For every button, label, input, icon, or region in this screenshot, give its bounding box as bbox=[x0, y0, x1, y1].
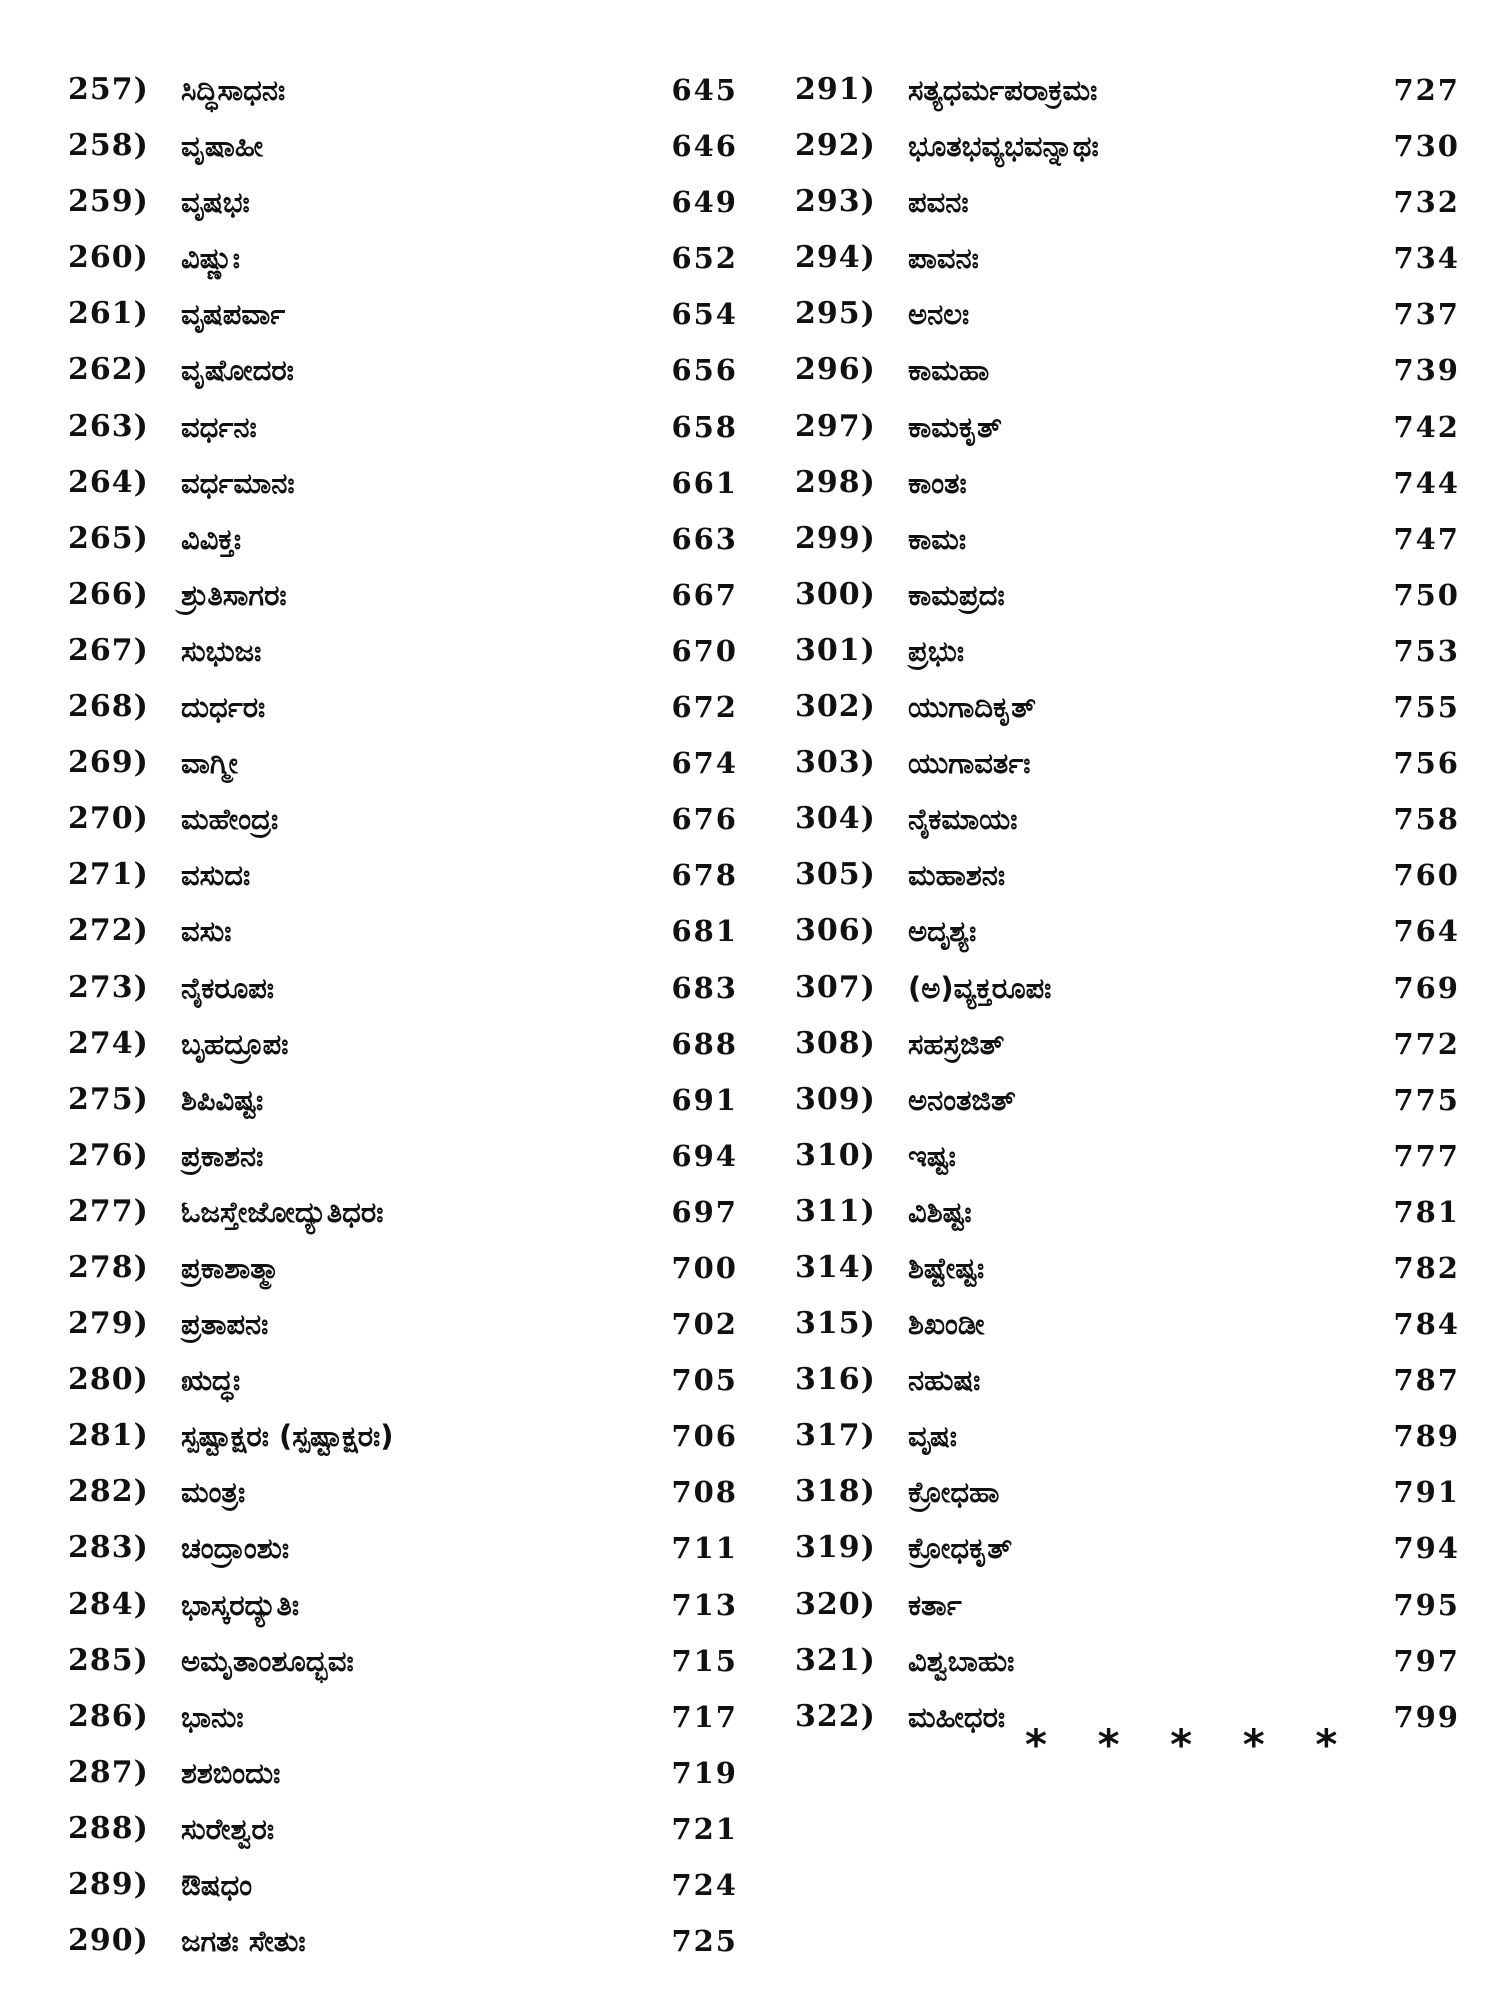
list-item bbox=[795, 791, 1460, 847]
entry-name: ಕಾಮಃ bbox=[908, 521, 967, 556]
list-item bbox=[795, 511, 1460, 567]
entry-name: ವಿಶಿಷ್ಟಃ bbox=[908, 1194, 972, 1229]
entry-page-number: 739 bbox=[1393, 353, 1460, 388]
list-item bbox=[795, 903, 1460, 959]
list-item bbox=[68, 1801, 738, 1857]
entry-page-number: 724 bbox=[671, 1868, 738, 1902]
entry-page-number: 678 bbox=[671, 858, 738, 893]
list-item bbox=[795, 847, 1460, 903]
entry-name: ಪಾವನಃ bbox=[908, 241, 979, 276]
list-item bbox=[68, 230, 738, 286]
entry-page-number: 795 bbox=[1393, 1587, 1460, 1622]
entry-name: ವೃಷಾಹೀ bbox=[181, 129, 264, 164]
entry-number: 295) bbox=[795, 296, 876, 332]
entry-page-number: 683 bbox=[671, 970, 738, 1005]
entry-number: 302) bbox=[795, 689, 876, 725]
entry-number: 271) bbox=[68, 857, 149, 893]
entry-name: ಬೃಹದ್ರೂಪಃ bbox=[181, 1026, 289, 1061]
entry-page-number: 787 bbox=[1393, 1363, 1460, 1398]
list-item bbox=[68, 1520, 738, 1576]
list-item bbox=[795, 960, 1460, 1016]
entry-page-number: 732 bbox=[1393, 185, 1460, 220]
entry-name: ಸತ್ಯಧರ್ಮಪರಾಕ್ರಮಃ bbox=[908, 73, 1098, 107]
entry-number: 279) bbox=[68, 1306, 149, 1342]
entry-number: 292) bbox=[795, 128, 876, 164]
entry-name: ಭಾಸ್ಕರದ್ಯುತಿಃ bbox=[181, 1587, 300, 1622]
entry-page-number: 670 bbox=[671, 633, 738, 668]
entry-page-number: 708 bbox=[671, 1475, 738, 1510]
list-item bbox=[795, 286, 1460, 342]
entry-name: ಕ್ರೋಧಹಾ bbox=[908, 1475, 1000, 1510]
list-item bbox=[795, 1352, 1460, 1408]
entry-number: 264) bbox=[68, 464, 149, 500]
entry-name: ಸುಭುಜಃ bbox=[181, 633, 262, 668]
list-item bbox=[795, 342, 1460, 398]
list-item bbox=[795, 1296, 1460, 1352]
entry-page-number: 667 bbox=[671, 577, 738, 612]
entry-name: ವೃಷಃ bbox=[908, 1419, 957, 1454]
entry-number: 308) bbox=[795, 1025, 876, 1061]
entry-name: ಕಾಮಹಾ bbox=[908, 353, 990, 388]
entry-page-number: 715 bbox=[671, 1643, 738, 1678]
list-item bbox=[68, 903, 738, 959]
list-item bbox=[795, 1408, 1460, 1464]
entry-page-number: 705 bbox=[671, 1363, 738, 1398]
entry-name: ಓಜಸ್ತೇಜೋದ್ಯುತಿಧರಃ bbox=[181, 1194, 384, 1229]
entry-name: ಔಷಧಂ bbox=[181, 1868, 253, 1902]
entry-page-number: 700 bbox=[671, 1250, 738, 1285]
entry-page-number: 691 bbox=[671, 1082, 738, 1117]
entry-name: ನೈಕಮಾಯಃ bbox=[908, 802, 1018, 837]
entry-number: 257) bbox=[68, 72, 149, 107]
entry-number: 289) bbox=[68, 1867, 149, 1902]
entry-name: ಕಾಂತಃ bbox=[908, 465, 967, 500]
entry-page-number: 781 bbox=[1393, 1194, 1460, 1229]
entry-page-number: 713 bbox=[671, 1587, 738, 1622]
entry-page-number: 656 bbox=[671, 353, 738, 388]
entry-name: ದುರ್ಧರಃ bbox=[181, 690, 266, 725]
entry-name: ವೃಷೋದರಃ bbox=[181, 353, 294, 388]
list-item bbox=[68, 1577, 738, 1633]
entry-page-number: 730 bbox=[1393, 129, 1460, 164]
entry-page-number: 775 bbox=[1393, 1082, 1460, 1117]
entry-number: 262) bbox=[68, 352, 149, 388]
list-item bbox=[68, 1128, 738, 1184]
entry-page-number: 697 bbox=[671, 1194, 738, 1229]
entry-name: ಪ್ರಕಾಶಾತ್ಮಾ bbox=[181, 1250, 280, 1285]
entry-name: ಕಾಮಕೃತ್ bbox=[908, 409, 1002, 444]
entry-page-number: 654 bbox=[671, 297, 738, 332]
entry-page-number: 777 bbox=[1393, 1138, 1460, 1173]
entry-number: 287) bbox=[68, 1754, 149, 1790]
list-item bbox=[68, 791, 738, 847]
entry-page-number: 797 bbox=[1393, 1643, 1460, 1678]
entry-page-number: 652 bbox=[671, 241, 738, 276]
entry-name: ಮಹೇಂದ್ರಃ bbox=[181, 802, 279, 837]
entry-number: 321) bbox=[795, 1642, 876, 1678]
entry-page-number: 681 bbox=[671, 914, 738, 949]
list-item bbox=[795, 1184, 1460, 1240]
entry-name: (ಅ)ವ್ಯಕ್ತರೂಪಃ bbox=[908, 970, 1052, 1005]
entry-number: 276) bbox=[68, 1137, 149, 1173]
entry-number: 293) bbox=[795, 184, 876, 220]
entry-number: 300) bbox=[795, 576, 876, 612]
entry-name: ವೃಷಭಃ bbox=[181, 185, 250, 220]
entry-page-number: 784 bbox=[1393, 1307, 1460, 1342]
entry-name: ನಹುಷಃ bbox=[908, 1363, 981, 1398]
entry-number: 263) bbox=[68, 408, 149, 444]
list-item bbox=[795, 174, 1460, 230]
entry-page-number: 676 bbox=[671, 802, 738, 837]
entry-number: 298) bbox=[795, 464, 876, 500]
entry-name: ಇಷ್ಟಃ bbox=[908, 1138, 956, 1173]
list-item bbox=[68, 455, 738, 511]
entry-number: 318) bbox=[795, 1474, 876, 1510]
list-item bbox=[795, 1577, 1460, 1633]
list-item bbox=[795, 679, 1460, 735]
entry-number: 306) bbox=[795, 913, 876, 949]
entry-page-number: 791 bbox=[1393, 1475, 1460, 1510]
entry-page-number: 734 bbox=[1393, 241, 1460, 276]
list-item bbox=[795, 567, 1460, 623]
list-item bbox=[68, 286, 738, 342]
entry-page-number: 674 bbox=[671, 746, 738, 781]
entry-number: 269) bbox=[68, 745, 149, 781]
entry-number: 272) bbox=[68, 913, 149, 949]
entry-page-number: 760 bbox=[1393, 858, 1460, 893]
entry-name: ವಿಷ್ಣುಃ bbox=[181, 241, 240, 276]
entry-name: ಜಗತಃ ಸೇತುಃ bbox=[181, 1924, 306, 1959]
entry-name: ಭಾನುಃ bbox=[181, 1699, 244, 1734]
list-item bbox=[68, 960, 738, 1016]
entry-number: 259) bbox=[68, 184, 149, 220]
entry-page-number: 742 bbox=[1393, 409, 1460, 444]
entry-page-number: 727 bbox=[1393, 73, 1460, 107]
entry-name: ಶಶಬಿಂದುಃ bbox=[181, 1755, 281, 1790]
entry-name: ಸಹಸ್ರಜಿತ್ bbox=[908, 1026, 1005, 1061]
list-item bbox=[68, 1857, 738, 1913]
list-item bbox=[68, 1016, 738, 1072]
entry-page-number: 737 bbox=[1393, 297, 1460, 332]
entry-page-number: 721 bbox=[671, 1811, 738, 1846]
list-item bbox=[795, 1016, 1460, 1072]
list-item bbox=[68, 342, 738, 398]
entry-name: ಕರ್ತಾ bbox=[908, 1587, 962, 1622]
entry-number: 297) bbox=[795, 408, 876, 444]
entry-name: ಚಂದ್ರಾಂಶುಃ bbox=[181, 1531, 290, 1566]
entry-name: ಶ್ರುತಿಸಾಗರಃ bbox=[181, 577, 287, 612]
entry-number: 319) bbox=[795, 1530, 876, 1566]
entry-page-number: 769 bbox=[1393, 970, 1460, 1005]
entry-name: ಸುರೇಶ್ವರಃ bbox=[181, 1811, 275, 1846]
entry-number: 266) bbox=[68, 576, 149, 612]
entry-number: 310) bbox=[795, 1137, 876, 1173]
list-item bbox=[68, 567, 738, 623]
entry-page-number: 658 bbox=[671, 409, 738, 444]
entry-number: 282) bbox=[68, 1474, 149, 1510]
entry-name: ಪ್ರತಾಪನಃ bbox=[181, 1307, 269, 1342]
entry-number: 320) bbox=[795, 1586, 876, 1622]
list-item bbox=[68, 399, 738, 455]
entry-number: 299) bbox=[795, 520, 876, 556]
entry-page-number: 649 bbox=[671, 185, 738, 220]
list-item bbox=[68, 1464, 738, 1520]
entry-name: ಕ್ರೋಧಕೃತ್ bbox=[908, 1531, 1013, 1566]
list-item bbox=[795, 1072, 1460, 1128]
entry-name: ಅನಲಃ bbox=[908, 297, 970, 332]
entry-page-number: 799 bbox=[1393, 1699, 1460, 1734]
entry-page-number: 661 bbox=[671, 465, 738, 500]
entry-name: ಶಿಖಂಡೀ bbox=[908, 1307, 985, 1342]
entry-page-number: 725 bbox=[671, 1924, 738, 1959]
entry-name: ಸಿದ್ಧಿಸಾಧನಃ bbox=[181, 73, 286, 107]
entry-number: 281) bbox=[68, 1418, 149, 1454]
entry-name: ವಸುಃ bbox=[181, 914, 232, 949]
entry-page-number: 764 bbox=[1393, 914, 1460, 949]
list-item bbox=[68, 1633, 738, 1689]
entry-page-number: 772 bbox=[1393, 1026, 1460, 1061]
list-item bbox=[68, 1240, 738, 1296]
entry-number: 267) bbox=[68, 632, 149, 668]
entry-number: 305) bbox=[795, 857, 876, 893]
entry-page-number: 646 bbox=[671, 129, 738, 164]
list-item bbox=[68, 1689, 738, 1745]
list-item bbox=[795, 62, 1460, 118]
list-item bbox=[795, 399, 1460, 455]
entry-name: ವಾಗ್ಮೀ bbox=[181, 746, 239, 781]
left-column bbox=[68, 62, 738, 1969]
entry-number: 260) bbox=[68, 240, 149, 276]
list-item bbox=[795, 1464, 1460, 1520]
entry-page-number: 711 bbox=[671, 1531, 738, 1566]
list-item bbox=[68, 1352, 738, 1408]
list-item bbox=[68, 1745, 738, 1801]
entry-number: 284) bbox=[68, 1586, 149, 1622]
entry-number: 288) bbox=[68, 1810, 149, 1846]
entry-page-number: 744 bbox=[1393, 465, 1460, 500]
entry-number: 265) bbox=[68, 520, 149, 556]
entry-number: 291) bbox=[795, 72, 876, 107]
entry-page-number: 794 bbox=[1393, 1531, 1460, 1566]
entry-number: 296) bbox=[795, 352, 876, 388]
entry-name: ಶಿಪಿವಿಷ್ಟಃ bbox=[181, 1082, 264, 1117]
entry-number: 307) bbox=[795, 969, 876, 1005]
list-item bbox=[795, 1128, 1460, 1184]
list-item bbox=[68, 847, 738, 903]
entry-number: 322) bbox=[795, 1698, 876, 1734]
entry-number: 315) bbox=[795, 1306, 876, 1342]
entry-page-number: 672 bbox=[671, 690, 738, 725]
entry-number: 268) bbox=[68, 689, 149, 725]
entry-number: 303) bbox=[795, 745, 876, 781]
list-item bbox=[68, 1184, 738, 1240]
entry-name: ಪ್ರಕಾಶನಃ bbox=[181, 1138, 264, 1173]
entry-name: ಅನಂತಜಿತ್ bbox=[908, 1082, 1016, 1117]
entry-page-number: 706 bbox=[671, 1419, 738, 1454]
entry-page-number: 755 bbox=[1393, 690, 1460, 725]
entry-name: ಯುಗಾದಿಕೃತ್ bbox=[908, 690, 1037, 725]
entry-number: 301) bbox=[795, 632, 876, 668]
list-item bbox=[68, 511, 738, 567]
list-item bbox=[68, 1296, 738, 1352]
entry-page-number: 756 bbox=[1393, 746, 1460, 781]
entry-name: ಮಹೀಧರಃ bbox=[908, 1699, 1006, 1734]
end-mark: * * * * * bbox=[1025, 1720, 1356, 1769]
entry-page-number: 747 bbox=[1393, 521, 1460, 556]
entry-number: 261) bbox=[68, 296, 149, 332]
entry-page-number: 645 bbox=[671, 73, 738, 107]
entry-number: 290) bbox=[68, 1923, 149, 1959]
list-item bbox=[795, 1240, 1460, 1296]
entry-name: ಪವನಃ bbox=[908, 185, 969, 220]
entry-number: 270) bbox=[68, 801, 149, 837]
entry-name: ವೃಷಪರ್ವಾ bbox=[181, 297, 286, 332]
list-item bbox=[795, 230, 1460, 286]
entry-page-number: 753 bbox=[1393, 633, 1460, 668]
list-item bbox=[795, 118, 1460, 174]
list-item bbox=[68, 1408, 738, 1464]
entry-name: ಅದೃಶ್ಯಃ bbox=[908, 914, 977, 949]
entry-page-number: 663 bbox=[671, 521, 738, 556]
right-column bbox=[795, 62, 1460, 1745]
list-item bbox=[795, 1520, 1460, 1576]
entry-number: 280) bbox=[68, 1362, 149, 1398]
entry-page-number: 789 bbox=[1393, 1419, 1460, 1454]
entry-name: ಶಿಷ್ಟೇಷ್ಟಃ bbox=[908, 1250, 985, 1285]
entry-number: 317) bbox=[795, 1418, 876, 1454]
list-item bbox=[68, 118, 738, 174]
entry-name: ನೈಕರೂಪಃ bbox=[181, 970, 275, 1005]
entry-page-number: 719 bbox=[671, 1755, 738, 1790]
list-item bbox=[68, 623, 738, 679]
entry-name: ಪ್ರಭುಃ bbox=[908, 633, 965, 668]
entry-name: ಸ್ಪಷ್ಟಾಕ್ಷರಃ (ಸ್ಪಷ್ಟಾಕ್ಷರಃ) bbox=[181, 1419, 394, 1454]
entry-number: 273) bbox=[68, 969, 149, 1005]
entry-number: 277) bbox=[68, 1193, 149, 1229]
entry-number: 283) bbox=[68, 1530, 149, 1566]
entry-number: 311) bbox=[795, 1193, 876, 1229]
entry-name: ಅಮೃತಾಂಶೂದ್ಭವಃ bbox=[181, 1643, 354, 1678]
entry-name: ಮಂತ್ರಃ bbox=[181, 1475, 246, 1510]
entry-number: 304) bbox=[795, 801, 876, 837]
entry-name: ಭೂತಭವ್ಯಭವನ್ನಾಥಃ bbox=[908, 129, 1099, 164]
list-item bbox=[795, 1633, 1460, 1689]
entry-number: 285) bbox=[68, 1642, 149, 1678]
entry-number: 309) bbox=[795, 1081, 876, 1117]
entry-page-number: 758 bbox=[1393, 802, 1460, 837]
entry-page-number: 782 bbox=[1393, 1250, 1460, 1285]
list-item bbox=[68, 174, 738, 230]
entry-page-number: 750 bbox=[1393, 577, 1460, 612]
entry-name: ವಸುದಃ bbox=[181, 858, 251, 893]
entry-page-number: 702 bbox=[671, 1307, 738, 1342]
list-item bbox=[795, 735, 1460, 791]
entry-name: ವರ್ಧಮಾನಃ bbox=[181, 465, 295, 500]
list-item bbox=[68, 1072, 738, 1128]
entry-page-number: 688 bbox=[671, 1026, 738, 1061]
list-item bbox=[795, 623, 1460, 679]
entry-number: 294) bbox=[795, 240, 876, 276]
entry-name: ವಿಶ್ವಬಾಹುಃ bbox=[908, 1643, 1015, 1678]
entry-name: ವಿವಿಕ್ತಃ bbox=[181, 521, 242, 556]
entry-number: 316) bbox=[795, 1362, 876, 1398]
entry-page-number: 717 bbox=[671, 1699, 738, 1734]
list-item bbox=[68, 679, 738, 735]
entry-page-number: 694 bbox=[671, 1138, 738, 1173]
entry-number: 278) bbox=[68, 1249, 149, 1285]
entry-number: 286) bbox=[68, 1698, 149, 1734]
list-item bbox=[68, 1913, 738, 1969]
entry-number: 314) bbox=[795, 1249, 876, 1285]
entry-name: ಋದ್ಧಃ bbox=[181, 1363, 241, 1398]
entry-number: 275) bbox=[68, 1081, 149, 1117]
entry-name: ವರ್ಧನಃ bbox=[181, 409, 257, 444]
entry-name: ಕಾಮಪ್ರದಃ bbox=[908, 577, 1005, 612]
list-item bbox=[68, 62, 738, 118]
entry-name: ಮಹಾಶನಃ bbox=[908, 858, 1006, 893]
entry-name: ಯುಗಾವರ್ತಃ bbox=[908, 746, 1031, 781]
entry-number: 258) bbox=[68, 128, 149, 164]
list-item bbox=[68, 735, 738, 791]
entry-number: 274) bbox=[68, 1025, 149, 1061]
list-item bbox=[795, 455, 1460, 511]
